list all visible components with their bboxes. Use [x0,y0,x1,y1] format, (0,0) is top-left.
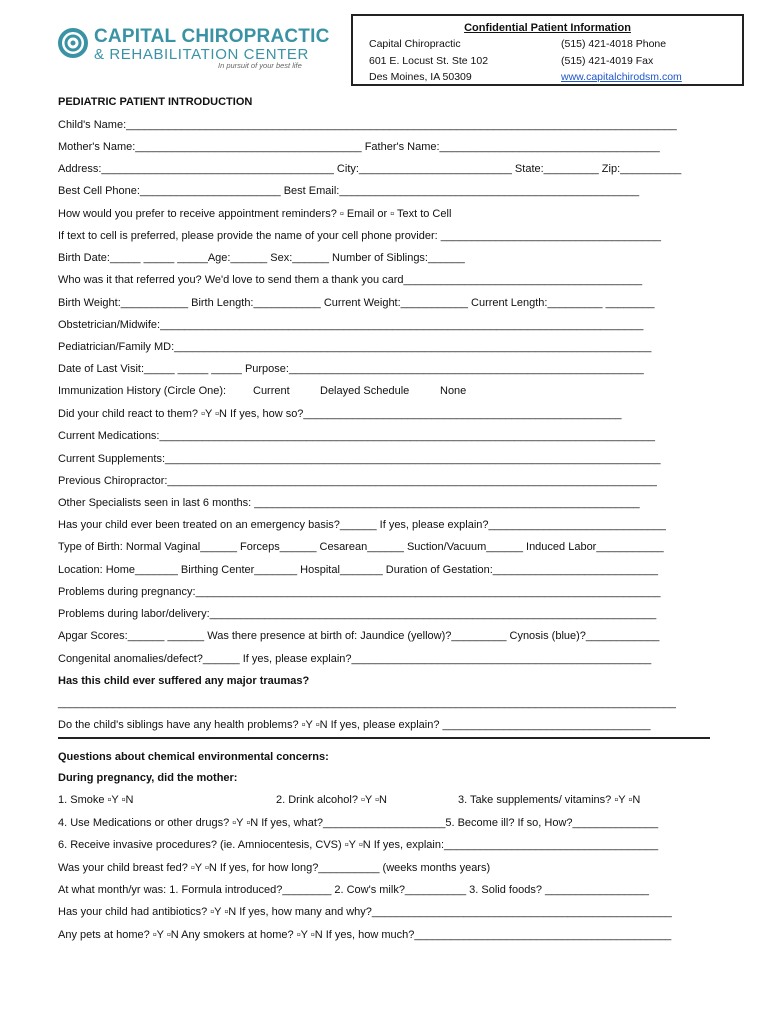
form-line-apgar[interactable]: Apgar Scores:______ ______ Was there presence at birth of: Jaundice (yellow)?_________ Cynosis (blue)?____________ [58,630,660,642]
logo-line-2: & REHABILITATION CENTER [94,46,309,63]
form-line-pediatrician[interactable]: Pediatrician/Family MD:______________________________________________________________________________ [58,341,652,353]
form-line-last-visit[interactable]: Date of Last Visit:_____ _____ _____ Purpose:__________________________________________________________ [58,363,644,375]
form-line-address[interactable]: Address:______________________________________ City:_________________________ State:_________ Zip:__________ [58,163,682,175]
section-heading-chemical: Questions about chemical environmental concerns: [58,751,329,763]
form-line-supplements[interactable]: Current Supplements:_________________________________________________________________________________ [58,453,661,465]
form-line-referral[interactable]: Who was it that referred you? We'd love to send them a thank you card_______________________________________ [58,274,643,286]
form-line-child-name[interactable]: Child's Name:__________________________________________________________________________________________ [58,119,677,131]
immunization-none[interactable]: None [440,385,467,397]
form-line-specialists[interactable]: Other Specialists seen in last 6 months: _______________________________________________________________ [58,497,640,509]
form-line-chiropractor[interactable]: Previous Chiropractor:________________________________________________________________________________ [58,475,657,487]
form-line-medications[interactable]: Current Medications:_________________________________________________________________________________ [58,430,656,442]
immunization-label: Immunization History (Circle One): [58,385,227,397]
page-title: PEDIATRIC PATIENT INTRODUCTION [58,96,253,108]
form-line-contact[interactable]: Best Cell Phone:_______________________ Best Email:_________________________________________________ [58,185,640,197]
clinic-phone: (515) 421-4018 Phone [561,38,667,50]
clinic-city: Des Moines, IA 50309 [369,71,472,83]
spiral-logo-icon [58,26,90,62]
form-line-feeding[interactable]: At what month/yr was: 1. Formula introduced?________ 2. Cow's milk?__________ 3. Solid foods? _________________ [58,884,649,896]
form-line-pets-smokers[interactable]: Any pets at home? ▫Y ▫N Any smokers at home? ▫Y ▫N If yes, how much?__________________________________________ [58,929,672,941]
section-subheading-mother: During pregnancy, did the mother: [58,772,238,784]
form-line-breast-fed[interactable]: Was your child breast fed? ▫Y ▫N If yes, for how long?__________ (weeks months years) [58,862,491,874]
clinic-name: Capital Chiropractic [369,38,461,50]
mother-alcohol[interactable]: 2. Drink alcohol? ▫Y ▫N [276,794,387,806]
form-line-provider[interactable]: If text to cell is preferred, please provide the name of your cell phone provider: ____________________________________ [58,230,661,242]
immunization-current[interactable]: Current [253,385,290,397]
form-line-birth-info[interactable]: Birth Date:_____ _____ _____Age:______ Sex:______ Number of Siblings:______ [58,252,465,264]
form-line-birth-location[interactable]: Location: Home_______ Birthing Center_______ Hospital_______ Duration of Gestation:___________________________ [58,564,658,576]
logo-tagline: In pursuit of your best life [218,61,302,70]
clinic-street: 601 E. Locust St. Ste 102 [369,55,489,67]
clinic-website-link[interactable]: www.capitalchirodsm.com [561,71,682,83]
form-line-birth-type[interactable]: Type of Birth: Normal Vaginal______ Forceps______ Cesarean______ Suction/Vacuum______ Induced Labor___________ [58,541,664,553]
form-line-invasive[interactable]: 6. Receive invasive procedures? (ie. Amniocentesis, CVS) ▫Y ▫N If yes, explain:___________________________________ [58,839,659,851]
form-line-traumas-answer[interactable]: _____________________________________________________________________________________________________ [58,697,676,709]
clinic-logo [58,24,330,70]
form-line-reminders[interactable]: How would you prefer to receive appointment reminders? ▫ Email or ▫ Text to Cell [58,208,452,220]
form-line-siblings[interactable]: Do the child's siblings have any health problems? ▫Y ▫N If yes, please explain? __________________________________ [58,719,651,731]
form-line-emergency[interactable]: Has your child ever been treated on an emergency basis?______ If yes, please explain?_____________________________ [58,519,666,531]
logo-line-1: CAPITAL CHIROPRACTIC [94,26,330,47]
mother-smoke[interactable]: 1. Smoke ▫Y ▫N [58,794,134,806]
immunization-delayed[interactable]: Delayed Schedule [320,385,410,397]
form-line-obstetrician[interactable]: Obstetrician/Midwife:_______________________________________________________________________________ [58,319,644,331]
form-line-mother-drugs[interactable]: 4. Use Medications or other drugs? ▫Y ▫N If yes, what?____________________5. Become ill? If so, How?______________ [58,817,659,829]
form-line-parents[interactable]: Mother's Name:_____________________________________ Father's Name:____________________________________ [58,141,660,153]
info-box-title: Confidential Patient Information [464,22,631,34]
form-line-traumas-question: Has this child ever suffered any major traumas? [58,675,310,687]
clinic-fax: (515) 421-4019 Fax [561,55,654,67]
form-line-reaction[interactable]: Did your child react to them? ▫Y ▫N If yes, how so?____________________________________________________ [58,408,622,420]
mother-supplements[interactable]: 3. Take supplements/ vitamins? ▫Y ▫N [458,794,641,806]
form-line-antibiotics[interactable]: Has your child had antibiotics? ▫Y ▫N If yes, how many and why?_________________________________________________ [58,906,672,918]
form-line-congenital[interactable]: Congenital anomalies/defect?______ If yes, please explain?_________________________________________________ [58,653,652,665]
confidential-info-box [351,14,744,86]
form-line-labor-problems[interactable]: Problems during labor/delivery:_________________________________________________________________________ [58,608,657,620]
section-divider [58,737,710,739]
form-line-pregnancy-problems[interactable]: Problems during pregnancy:____________________________________________________________________________ [58,586,661,598]
form-line-measurements[interactable]: Birth Weight:___________ Birth Length:___________ Current Weight:___________ Current Length:_________ ________ [58,297,655,309]
